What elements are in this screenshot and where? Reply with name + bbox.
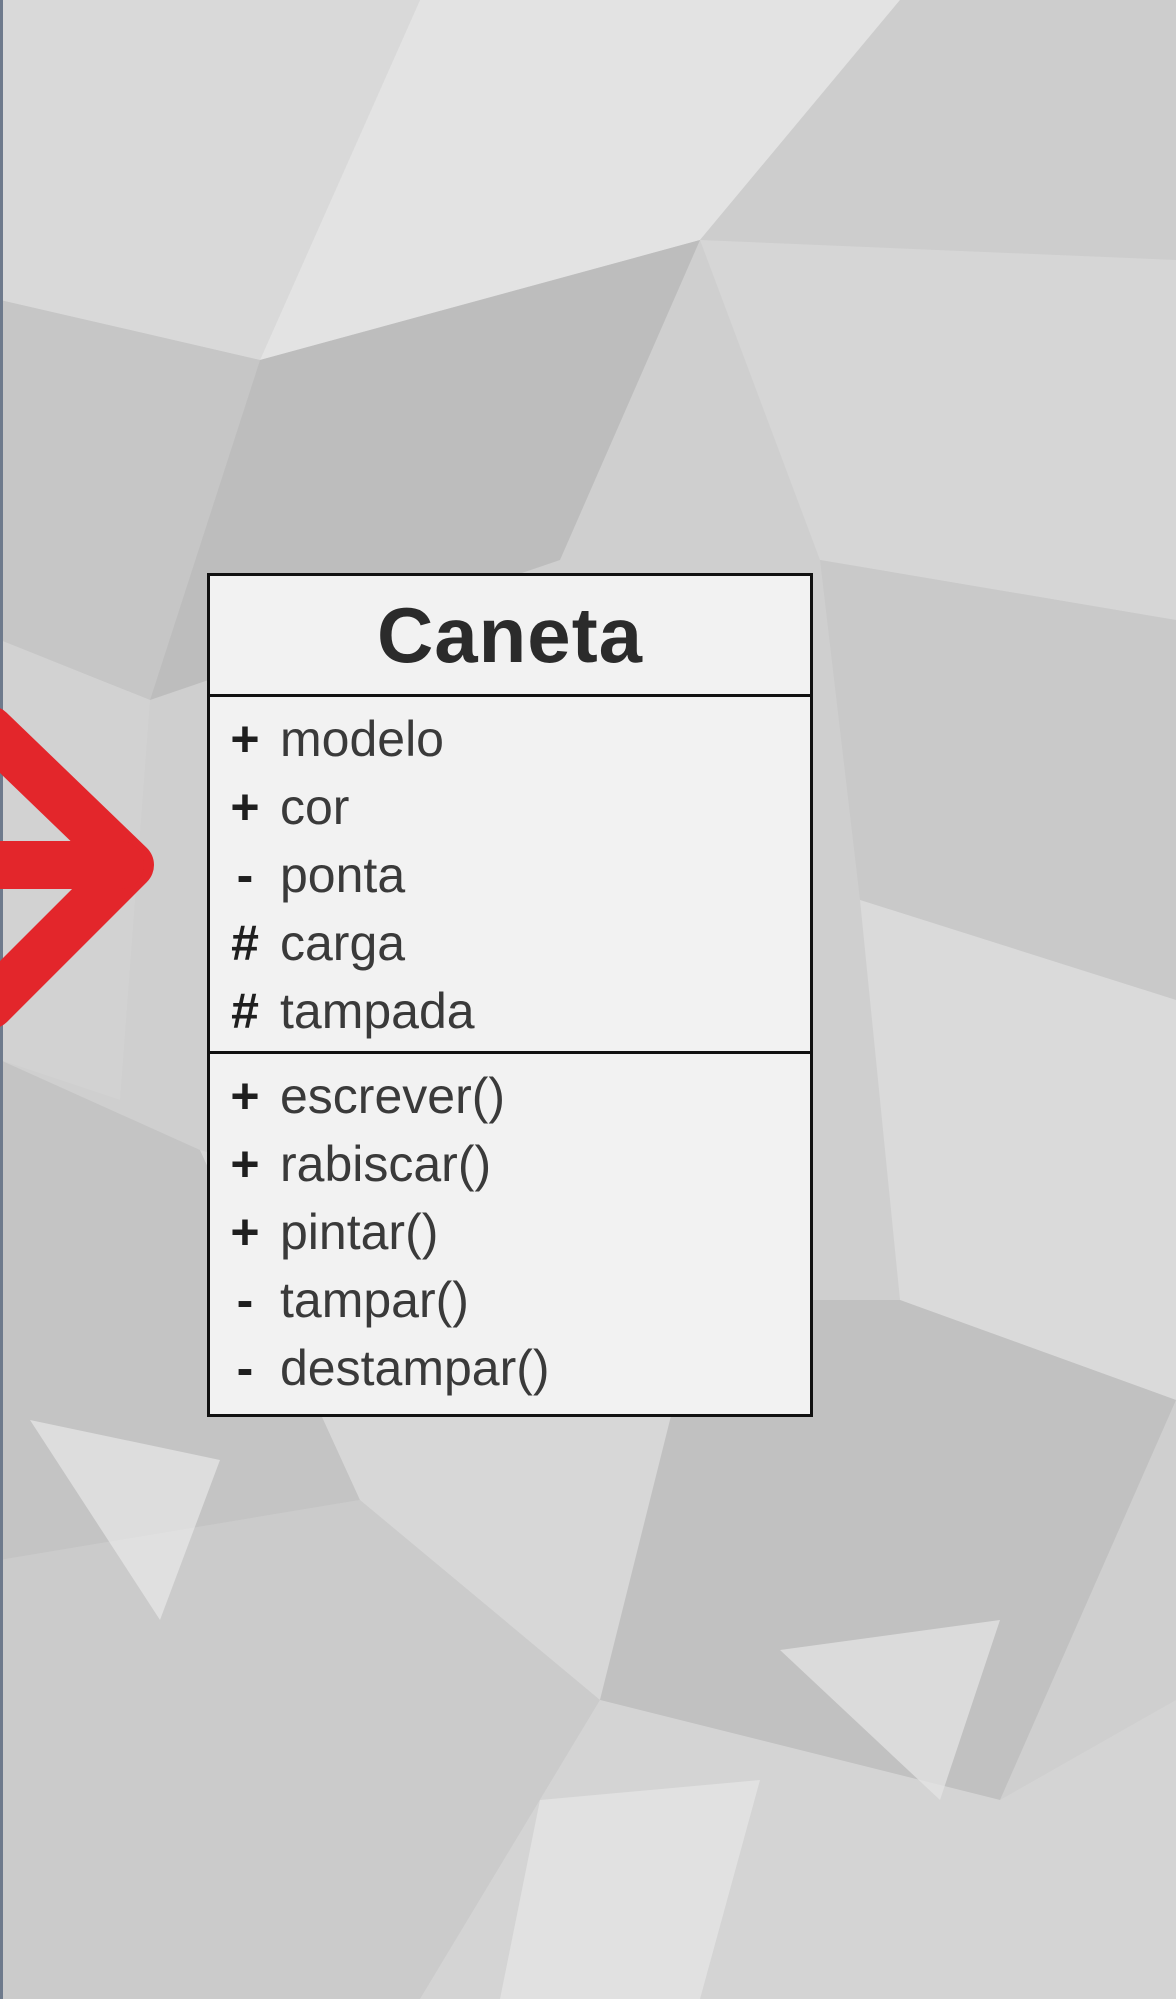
method-name: tampar() [280, 1272, 469, 1328]
attribute-name: ponta [280, 847, 406, 903]
attribute-row [210, 909, 810, 977]
visibility-marker: + [230, 711, 260, 767]
visibility-marker: + [230, 1136, 260, 1192]
attribute-name: modelo [280, 711, 444, 767]
class-name: Caneta [210, 576, 810, 697]
method-row [210, 1266, 810, 1334]
method-name: pintar() [280, 1204, 439, 1260]
visibility-marker: - [236, 1340, 254, 1396]
attribute-row [210, 705, 810, 773]
attribute-row [210, 977, 810, 1045]
method-name: destampar() [280, 1340, 550, 1396]
method-row [210, 1334, 810, 1402]
attribute-row [210, 773, 810, 841]
method-row [210, 1062, 810, 1130]
visibility-marker: # [231, 983, 259, 1039]
attribute-row [210, 841, 810, 909]
visibility-marker: - [236, 1272, 254, 1328]
attributes-section [210, 697, 810, 1054]
attribute-name: tampada [280, 983, 475, 1039]
method-name: escrever() [280, 1068, 506, 1124]
visibility-marker: - [236, 847, 254, 903]
visibility-marker: + [230, 1204, 260, 1260]
visibility-marker: + [230, 779, 260, 835]
method-row [210, 1198, 810, 1266]
attribute-name: carga [280, 915, 406, 971]
uml-class-box [207, 573, 813, 1417]
method-name: rabiscar() [280, 1136, 492, 1192]
arrow-right-icon [0, 690, 170, 1070]
visibility-marker: + [230, 1068, 260, 1124]
attribute-name: cor [280, 779, 350, 835]
method-row [210, 1130, 810, 1198]
methods-section [210, 1054, 810, 1414]
visibility-marker: # [231, 915, 259, 971]
